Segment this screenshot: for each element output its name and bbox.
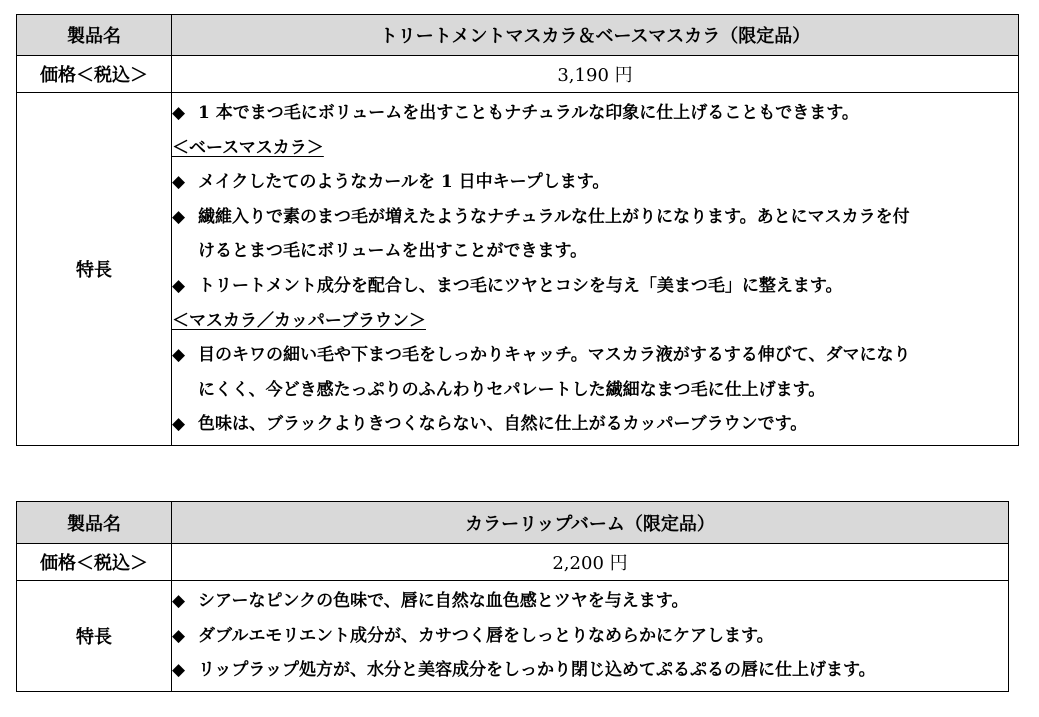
feature-text: シアーなピンクの色味で、唇に自然な血色感とツヤを与えます。 — [198, 591, 689, 612]
diamond-bullet-icon: ◆ — [172, 625, 186, 646]
feature-subheading: ＜マスカラ／カッパーブラウン＞ — [172, 310, 426, 331]
price-label: 価格＜税込＞ — [17, 56, 172, 93]
product-name-label: 製品名 — [17, 502, 172, 544]
features-list — [172, 93, 1019, 446]
features-list — [172, 581, 1009, 692]
feature-bullet-line — [172, 200, 1018, 235]
feature-subheading-line — [172, 304, 1018, 339]
diamond-bullet-icon: ◆ — [172, 591, 186, 612]
feature-text: にくく、今どき感たっぷりのふんわりセパレートした繊細なまつ毛に仕上げます。 — [198, 379, 826, 400]
feature-text: ダブルエモリエント成分が、カサつく唇をしっとりなめらかにケアします。 — [198, 625, 774, 646]
feature-text: 繊維入りで素のまつ毛が増えたようなナチュラルな仕上がりになります。あとにマスカラを付 — [198, 206, 910, 227]
feature-text: 1 本でまつ毛にボリュームを出すこともナチュラルな印象に仕上げることもできます。 — [198, 103, 859, 124]
feature-continuation-line — [172, 373, 1018, 408]
product-name: トリートメントマスカラ＆ベースマスカラ（限定品） — [172, 15, 1019, 56]
feature-bullet-line — [172, 619, 1008, 654]
feature-bullet-line — [172, 584, 1008, 619]
feature-bullet-line — [172, 653, 1008, 688]
diamond-bullet-icon: ◆ — [172, 414, 186, 435]
feature-bullet-line — [172, 96, 1018, 131]
feature-bullet-line — [172, 338, 1018, 373]
diamond-bullet-icon: ◆ — [172, 345, 186, 366]
product-table — [16, 14, 1019, 446]
feature-text: トリートメント成分を配合し、まつ毛にツヤとコシを与え「美まつ毛」に整えます。 — [198, 276, 843, 296]
price-row — [17, 56, 1019, 93]
features-row — [17, 93, 1019, 446]
product-table — [16, 501, 1009, 692]
feature-bullet-line — [172, 165, 1018, 200]
feature-subheading: ＜ベースマスカラ＞ — [172, 137, 324, 158]
features-row — [17, 581, 1009, 692]
feature-text: メイクしたてのようなカールを 1 日中キープします。 — [198, 172, 610, 193]
feature-text: 色味は、ブラックよりきつくならない、自然に仕上がるカッパーブラウンです。 — [198, 414, 808, 435]
product-name-row — [17, 502, 1009, 544]
product-name-row — [17, 15, 1019, 56]
product-name-label: 製品名 — [17, 15, 172, 56]
features-label: 特長 — [17, 93, 172, 446]
price-label: 価格＜税込＞ — [17, 544, 172, 581]
feature-text: 目のキワの細い毛や下まつ毛をしっかりキャッチ。マスカラ液がするする伸びて、ダマになり — [198, 345, 911, 366]
diamond-bullet-icon: ◆ — [172, 276, 186, 296]
diamond-bullet-icon: ◆ — [172, 660, 186, 681]
price-value: 3,190 円 — [172, 56, 1019, 93]
diamond-bullet-icon: ◆ — [172, 172, 186, 193]
feature-bullet-line — [172, 407, 1018, 442]
feature-text: けるとまつ毛にボリュームを出すことができます。 — [198, 241, 588, 262]
price-value: 2,200 円 — [172, 544, 1009, 581]
diamond-bullet-icon: ◆ — [172, 206, 186, 227]
feature-continuation-line — [172, 234, 1018, 269]
price-row — [17, 544, 1009, 581]
feature-subheading-line — [172, 131, 1018, 166]
feature-text: リップラップ処方が、水分と美容成分をしっかり閉じ込めてぷるぷるの唇に仕上げます。 — [198, 660, 876, 681]
features-label: 特長 — [17, 581, 172, 692]
product-name: カラーリップバーム（限定品） — [172, 502, 1009, 544]
diamond-bullet-icon: ◆ — [172, 103, 186, 124]
feature-bullet-line — [172, 269, 1018, 304]
